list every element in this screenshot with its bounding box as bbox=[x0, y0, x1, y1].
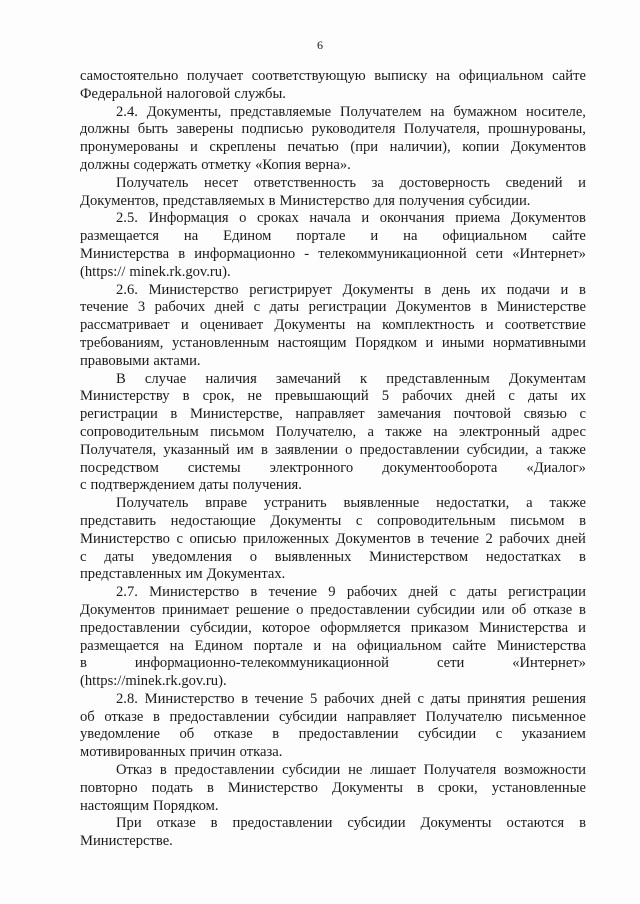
text-line: В случае наличия замечаний к представленным Документам bbox=[116, 370, 586, 387]
text-line: правовыми актами. bbox=[80, 352, 201, 369]
text-line: с подтверждением даты получения. bbox=[80, 477, 302, 494]
text-line: Отказ в предоставлении субсидии не лишает Получателя возможности bbox=[116, 762, 586, 779]
document-body bbox=[80, 68, 586, 851]
text-line: регистрации в Министерстве, направляет замечания почтовой связью с bbox=[80, 406, 586, 423]
text-line: При отказе в предоставлении субсидии Документы остаются в bbox=[116, 815, 586, 832]
text-line: посредством системы электронного документооборота «Диалог» bbox=[80, 459, 586, 476]
text-line: размещается на Едином портале и на официальном сайте Министерства bbox=[80, 637, 586, 654]
text-line: в информационно-телекоммуникационной сети «Интернет» bbox=[80, 655, 586, 672]
text-line: Федеральной налоговой службы. bbox=[80, 85, 286, 102]
text-line: Получатель вправе устранить выявленные недостатки, а также bbox=[116, 495, 586, 512]
text-line: об отказе в предоставлении субсидии направляет Получателю письменное bbox=[80, 708, 586, 725]
text-line: течение 3 рабочих дней с даты регистрации Документов в Министерстве bbox=[80, 299, 586, 316]
text-line: Министерство с описью приложенных Документов в течение 2 рабочих дней bbox=[80, 530, 586, 547]
text-line: должны быть заверены подписью руководителя Получателя, прошнурованы, bbox=[80, 121, 586, 138]
text-line: Документов принимает решение о предоставлении субсидии или об отказе в bbox=[80, 601, 586, 618]
text-line: 2.5. Информация о сроках начала и окончания приема Документов bbox=[116, 210, 586, 227]
text-line: повторно подать в Министерство Документы в сроки, установленные bbox=[80, 779, 586, 796]
text-line: мотивированных причин отказа. bbox=[80, 744, 283, 761]
text-line: рассматривает и оценивает Документы на комплектность и соответствие bbox=[80, 317, 586, 334]
text-line: Министерства в информационно - телекоммуникационной сети «Интернет» bbox=[80, 245, 586, 262]
text-line: требованиям, установленным настоящим Порядком и иными нормативными bbox=[80, 334, 586, 351]
text-line: Министерству в срок, не превышающий 5 рабочих дней с даты их bbox=[80, 388, 586, 405]
text-line: (https:// minek.rk.gov.ru). bbox=[80, 263, 231, 280]
text-line: 2.7. Министерство в течение 9 рабочих дней с даты регистрации bbox=[116, 584, 586, 601]
text-line: настоящим Порядком. bbox=[80, 797, 219, 814]
text-line: должны содержать отметку «Копия верна». bbox=[80, 156, 351, 173]
text-line: уведомление об отказе в предоставлении субсидии с указанием bbox=[80, 726, 586, 743]
text-line: пронумерованы и скреплены печатью (при наличии), копии Документов bbox=[80, 139, 586, 156]
text-line: Министерстве. bbox=[80, 833, 173, 850]
text-line: Документов, представляемых в Министерство для получения субсидии. bbox=[80, 192, 531, 209]
page-number: 6 bbox=[317, 38, 323, 52]
text-line: предоставлении субсидии, которое оформляется приказом Министерства и bbox=[80, 619, 586, 636]
text-line: сопроводительным письмом Получателю, а также на электронный адрес bbox=[80, 423, 586, 440]
text-line: Получателя, указанный им в заявлении о предоставлении субсидии, а также bbox=[80, 441, 586, 458]
text-line: 2.6. Министерство регистрирует Документы в день их подачи и в bbox=[116, 281, 586, 298]
text-line: 2.8. Министерство в течение 5 рабочих дней с даты принятия решения bbox=[116, 690, 586, 707]
text-line: представленных им Документах. bbox=[80, 566, 286, 583]
text-line: представить недостающие Документы с сопроводительным письмом в bbox=[80, 512, 586, 529]
text-line: самостоятельно получает соответствующую выписку на официальном сайте bbox=[80, 68, 586, 84]
text-line: размещается на Едином портале и на официальном сайте bbox=[80, 228, 586, 245]
text-line: Получатель несет ответственность за достоверность сведений и bbox=[116, 174, 586, 191]
text-line: 2.4. Документы, представляемые Получателем на бумажном носителе, bbox=[116, 103, 586, 120]
text-line: (https://minek.rk.gov.ru). bbox=[80, 673, 227, 690]
text-line: с даты уведомления о выявленных Министерством недостатках в bbox=[80, 548, 586, 565]
